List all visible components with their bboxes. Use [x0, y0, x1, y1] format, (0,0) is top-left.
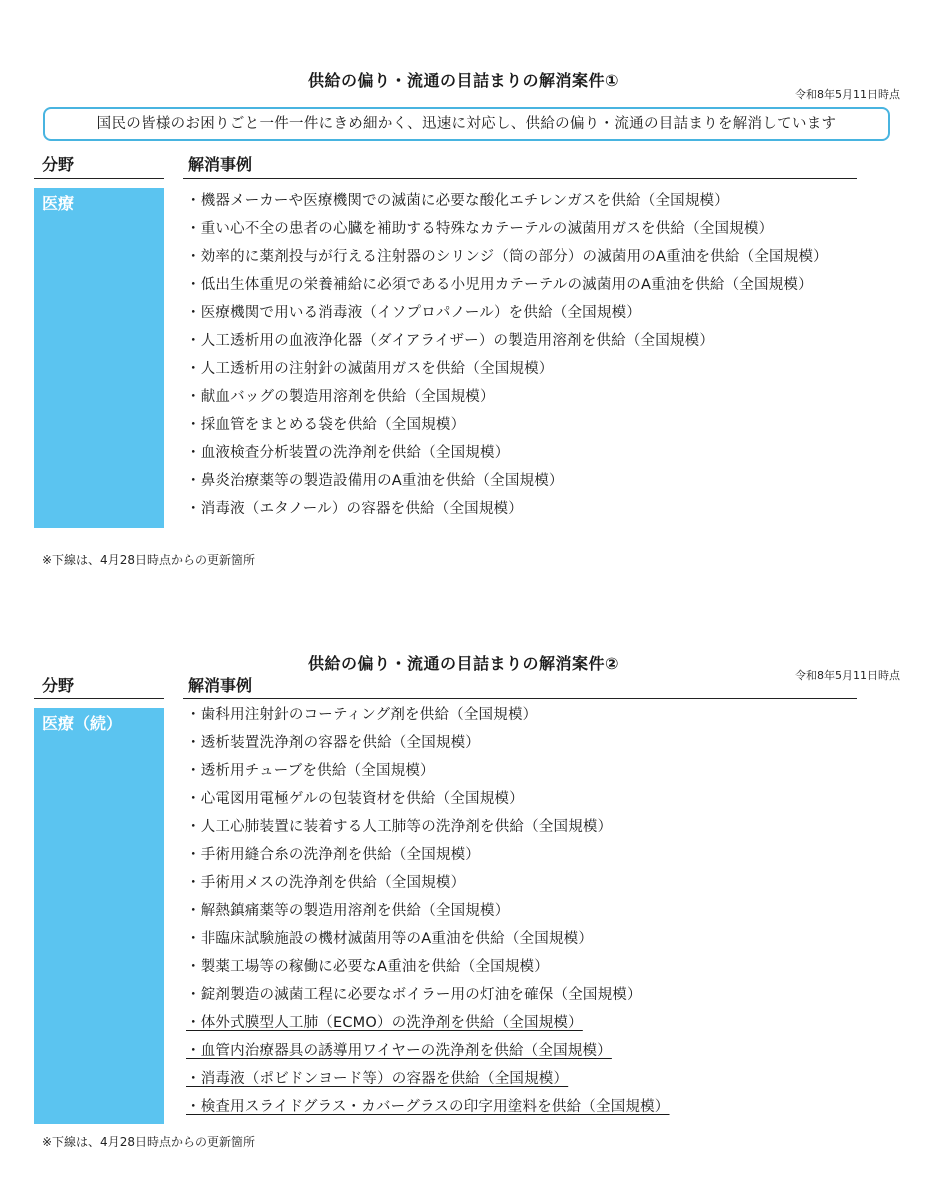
case-item-text: ・錠剤製造の滅菌工程に必要なボイラー用の灯油を確保（全国規模） [186, 987, 642, 1003]
case-item-text: ・重い心不全の患者の心臓を補助する特殊なカテーテルの滅菌用ガスを供給（全国規模） [186, 221, 774, 237]
case-item-text: ・血液検査分析装置の洗浄剤を供給（全国規模） [186, 445, 510, 461]
section-1-banner: 国民の皆様のお困りごと一件一件にきめ細かく、迅速に対応し、供給の偏り・流通の目詰まりを解消しています [43, 107, 890, 141]
case-item [186, 869, 670, 897]
case-item-text: ・体外式膜型人工肺（ECMO）の洗浄剤を供給（全国規模） [186, 1015, 583, 1031]
case-item-text: ・検査用スライドグラス・カバーグラスの印字用塗料を供給（全国規模） [186, 1099, 670, 1115]
section-1-category-label: 医療 [42, 194, 75, 213]
section-2-date: 令和8年5月11日時点 [795, 669, 900, 682]
case-item-text: ・医療機関で用いる消毒液（イソプロパノール）を供給（全国規模） [186, 305, 641, 321]
section-2-category-label: 医療（続） [42, 714, 123, 733]
section-2-header-field: 分野 [42, 676, 75, 695]
case-item [186, 1037, 670, 1065]
section-1-date: 令和8年5月11日時点 [795, 88, 900, 101]
section-2-header-field-rule [34, 698, 164, 699]
case-item-text: ・解熱鎮痛薬等の製造用溶剤を供給（全国規模） [186, 903, 510, 919]
case-item [186, 785, 670, 813]
case-item-text: ・効率的に薬剤投与が行える注射器のシリンジ（筒の部分）の滅菌用のA重油を供給（全国規模） [186, 249, 828, 265]
section-2-footnote: ※下線は、4月28日時点からの更新箇所 [42, 1135, 255, 1149]
case-item-text: ・消毒液（エタノール）の容器を供給（全国規模） [186, 501, 523, 517]
case-item [186, 813, 670, 841]
case-item-text: ・非臨床試験施設の機材滅菌用等のA重油を供給（全国規模） [186, 931, 594, 947]
section-2-category-bar [34, 708, 164, 1124]
section-1-title: 供給の偏り・流通の目詰まりの解消案件① [307, 71, 620, 90]
case-item-text: ・鼻炎治療薬等の製造設備用のA重油を供給（全国規模） [186, 473, 564, 489]
case-item-text: ・歯科用注射針のコーティング剤を供給（全国規模） [186, 707, 538, 723]
case-item [186, 1065, 670, 1093]
case-item-text: ・透析用チューブを供給（全国規模） [186, 763, 435, 779]
case-item-text: ・人工透析用の血液浄化器（ダイアライザー）の製造用溶剤を供給（全国規模） [186, 333, 715, 349]
case-item-text: ・人工心肺装置に装着する人工肺等の洗浄剤を供給（全国規模） [186, 819, 613, 835]
case-item [186, 953, 670, 981]
case-item-text: ・心電図用電極ゲルの包装資材を供給（全国規模） [186, 791, 524, 807]
case-item [186, 925, 670, 953]
case-item-text: ・透析装置洗浄剤の容器を供給（全国規模） [186, 735, 480, 751]
case-item-text: ・採血管をまとめる袋を供給（全国規模） [186, 417, 466, 433]
section-1-header-cases: 解消事例 [188, 155, 253, 174]
case-item [186, 729, 670, 757]
case-item [186, 1093, 670, 1121]
case-item-text: ・人工透析用の注射針の滅菌用ガスを供給（全国規模） [186, 361, 554, 377]
case-item-text: ・消毒液（ポビドンヨード等）の容器を供給（全国規模） [186, 1071, 569, 1087]
section-2-header-cases-rule [183, 698, 857, 699]
case-item [186, 981, 670, 1009]
case-item-text: ・低出生体重児の栄養補給に必須である小児用カテーテルの滅菌用のA重油を供給（全国規模） [186, 277, 813, 293]
case-item [186, 701, 670, 729]
case-item-text: ・血管内治療器具の誘導用ワイヤーの洗浄剤を供給（全国規模） [186, 1043, 612, 1059]
section-2-header-cases: 解消事例 [188, 676, 253, 695]
case-item [186, 897, 670, 925]
case-item-text: ・製薬工場等の稼働に必要なA重油を供給（全国規模） [186, 959, 549, 975]
case-item [186, 757, 670, 785]
case-item-text: ・機器メーカーや医療機関での滅菌に必要な酸化エチレンガスを供給（全国規模） [186, 193, 729, 209]
section-1-header-field: 分野 [42, 155, 75, 174]
case-item [186, 841, 670, 869]
case-item-text: ・手術用メスの洗浄剤を供給（全国規模） [186, 875, 466, 891]
case-item-text: ・手術用縫合糸の洗浄剤を供給（全国規模） [186, 847, 480, 863]
section-2-case-list [186, 701, 670, 1121]
section-2-title: 供給の偏り・流通の目詰まりの解消案件② [307, 654, 620, 673]
section-1-footnote: ※下線は、4月28日時点からの更新箇所 [42, 553, 255, 567]
case-item-text: ・献血バッグの製造用溶剤を供給（全国規模） [186, 389, 495, 405]
case-item [186, 1009, 670, 1037]
